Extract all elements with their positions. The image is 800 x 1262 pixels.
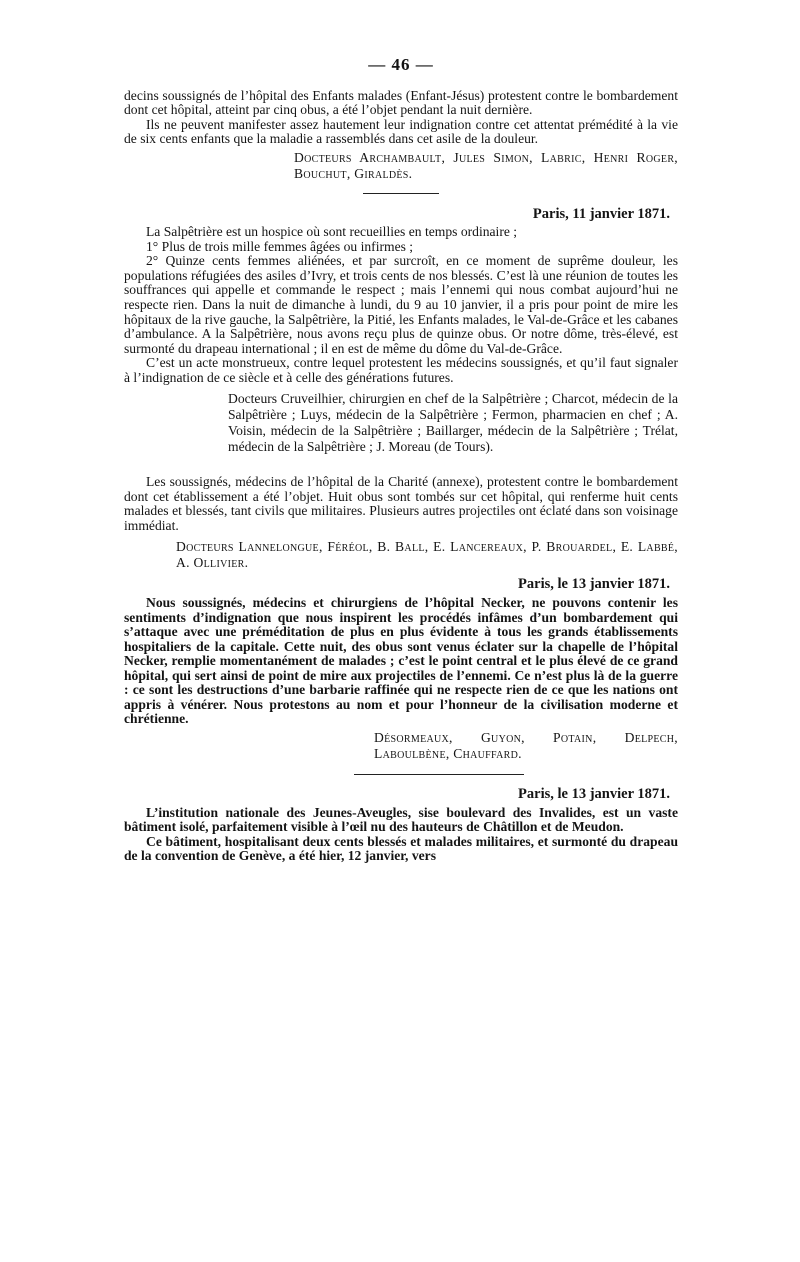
paragraph-item-2: 2° Quinze cents femmes aliénées, et par surcroît, en ce moment de suprême douleur, les populations réfugiées des asiles d’Ivry, et trois cents de nos blessés. C’est là une réunion de toutes les souffrances qui appelle et commande le respect ; mais l’ennemi qui nous combat aujourd’hui ne respecte rien. Dans la nuit de dimanche à lundi, du 9 au 10 janvier, il a pris pour point de mire les hôpitaux de la rive gauche, la Salpêtrière, la Pitié, les Enfants malades, le Val-de-Grâce et les cabanes d’ambulance. A la Salpêtrière, nous avons reçu plus de quinze obus. Or notre dôme, très-élevé, est surmonté du drapeau international ; il en est de même du dôme du Val-de-Grâce.: [124, 253, 678, 356]
document-page: [124, 0, 678, 864]
signatories-salpetriere: Docteurs Cruveilhier, chirurgien en chef de la Salpêtrière ; Charcot, médecin de la Salpêtrière ; Luys, médecin de la Salpêtrière ; Fermon, pharmacien en chef ; A. Voisin, médecin de la Salpêtrière ; Baillarger, médecin de la Salpêtrière ; Trélat, médecin de la Salpêtrière ; J. Moreau (de Tours).: [228, 391, 678, 455]
paragraph-batiment: Ce bâtiment, hospitalisant deux cents blessés et malades militaires, et surmonté du drapeau de la convention de Genève, a été hier, 12 janvier, vers: [124, 833, 678, 864]
paragraph-acte-monstrueux: C’est un acte monstrueux, contre lequel protestent les médecins soussignés, et qu’il faut signaler à l’indignation de ce siècle et à celle des générations futures.: [124, 355, 678, 385]
paragraph-item-1: 1° Plus de trois mille femmes âgées ou infirmes ;: [146, 238, 414, 254]
section-divider: [363, 193, 439, 194]
dateline-13-janvier-necker: Paris, le 13 janvier 1871.: [518, 576, 670, 593]
paragraph-jeunes-aveugles: L’institution nationale des Jeunes-Aveugles, sise boulevard des Invalides, est un vaste bâtiment isolé, parfaitement visible à l’œil nu des hauteurs de Châtillon et de Meudon.: [124, 804, 678, 835]
section-divider: [354, 774, 524, 775]
paragraph-enfants-malades: decins soussignés de l’hôpital des Enfants malades (Enfant-Jésus) protestent contre le bombardement dont cet hôpital, atteint par cinq obus, a été l’objet pendant la nuit dernière.: [124, 87, 678, 118]
dateline-11-janvier: Paris, 11 janvier 1871.: [532, 205, 670, 222]
signatories-charite: Docteurs Lannelongue, Féréol, B. Ball, E. Lancereaux, P. Brouardel, E. Labbé, A. Ollivier.: [176, 539, 678, 571]
paragraph-necker: Nous soussignés, médecins et chirurgiens de l’hôpital Necker, ne pouvons contenir les sentiments d’indignation que nous inspirent les procédés infâmes d’un bombardement qui s’attaque avec une préméditation de plus en plus évidente à tous les grands établissements hospitaliers de la capitale. Cette nuit, des obus sont venus éclater sur la chapelle de l’hôpital Necker, remplie momentanément de malades ; c’est le point central et le plus élevé de ce grand hôpital, qui sert ainsi de point de mire aux projectiles de l’ennemi. Ce n’est plus là de la guerre : ce sont les destructions d’une barbarie raffinée qui ne respecte rien de ce que les nations ont appris à vénérer. Nous protestons au nom et pour l’honneur de la civilisation moderne et chrétienne.: [124, 595, 678, 727]
spacer: [124, 455, 678, 475]
signatories-necker: Désormeaux, Guyon, Potain, Delpech, Laboulbène, Chauffard.: [374, 729, 678, 761]
signatories-enfants-malades: Docteurs Archambault, Jules Simon, Labric, Henri Roger, Bouchut, Giraldès.: [294, 149, 678, 181]
page-number: — 46 —: [368, 55, 434, 74]
dateline-13-janvier-aveugles: Paris, le 13 janvier 1871.: [518, 785, 670, 802]
paragraph-charite: Les soussignés, médecins de l’hôpital de la Charité (annexe), protestent contre le bombardement dont cet établissement a été l’objet. Huit obus sont tombés sur cet hôpital, qui renferme huit cents malades et blessés, tant civils que militaires. Plusieurs autres projectiles ont éclaté dans son voisinage immédiat.: [124, 474, 678, 533]
paragraph-indignation: Ils ne peuvent manifester assez hautement leur indignation contre cet attentat prémédité à la vie de six cents enfants que la maladie a rassemblés dans cet asile de la douleur.: [124, 116, 678, 147]
paragraph-salpetriere-intro: La Salpêtrière est un hospice où sont recueillies en temps ordinaire ;: [146, 224, 518, 240]
